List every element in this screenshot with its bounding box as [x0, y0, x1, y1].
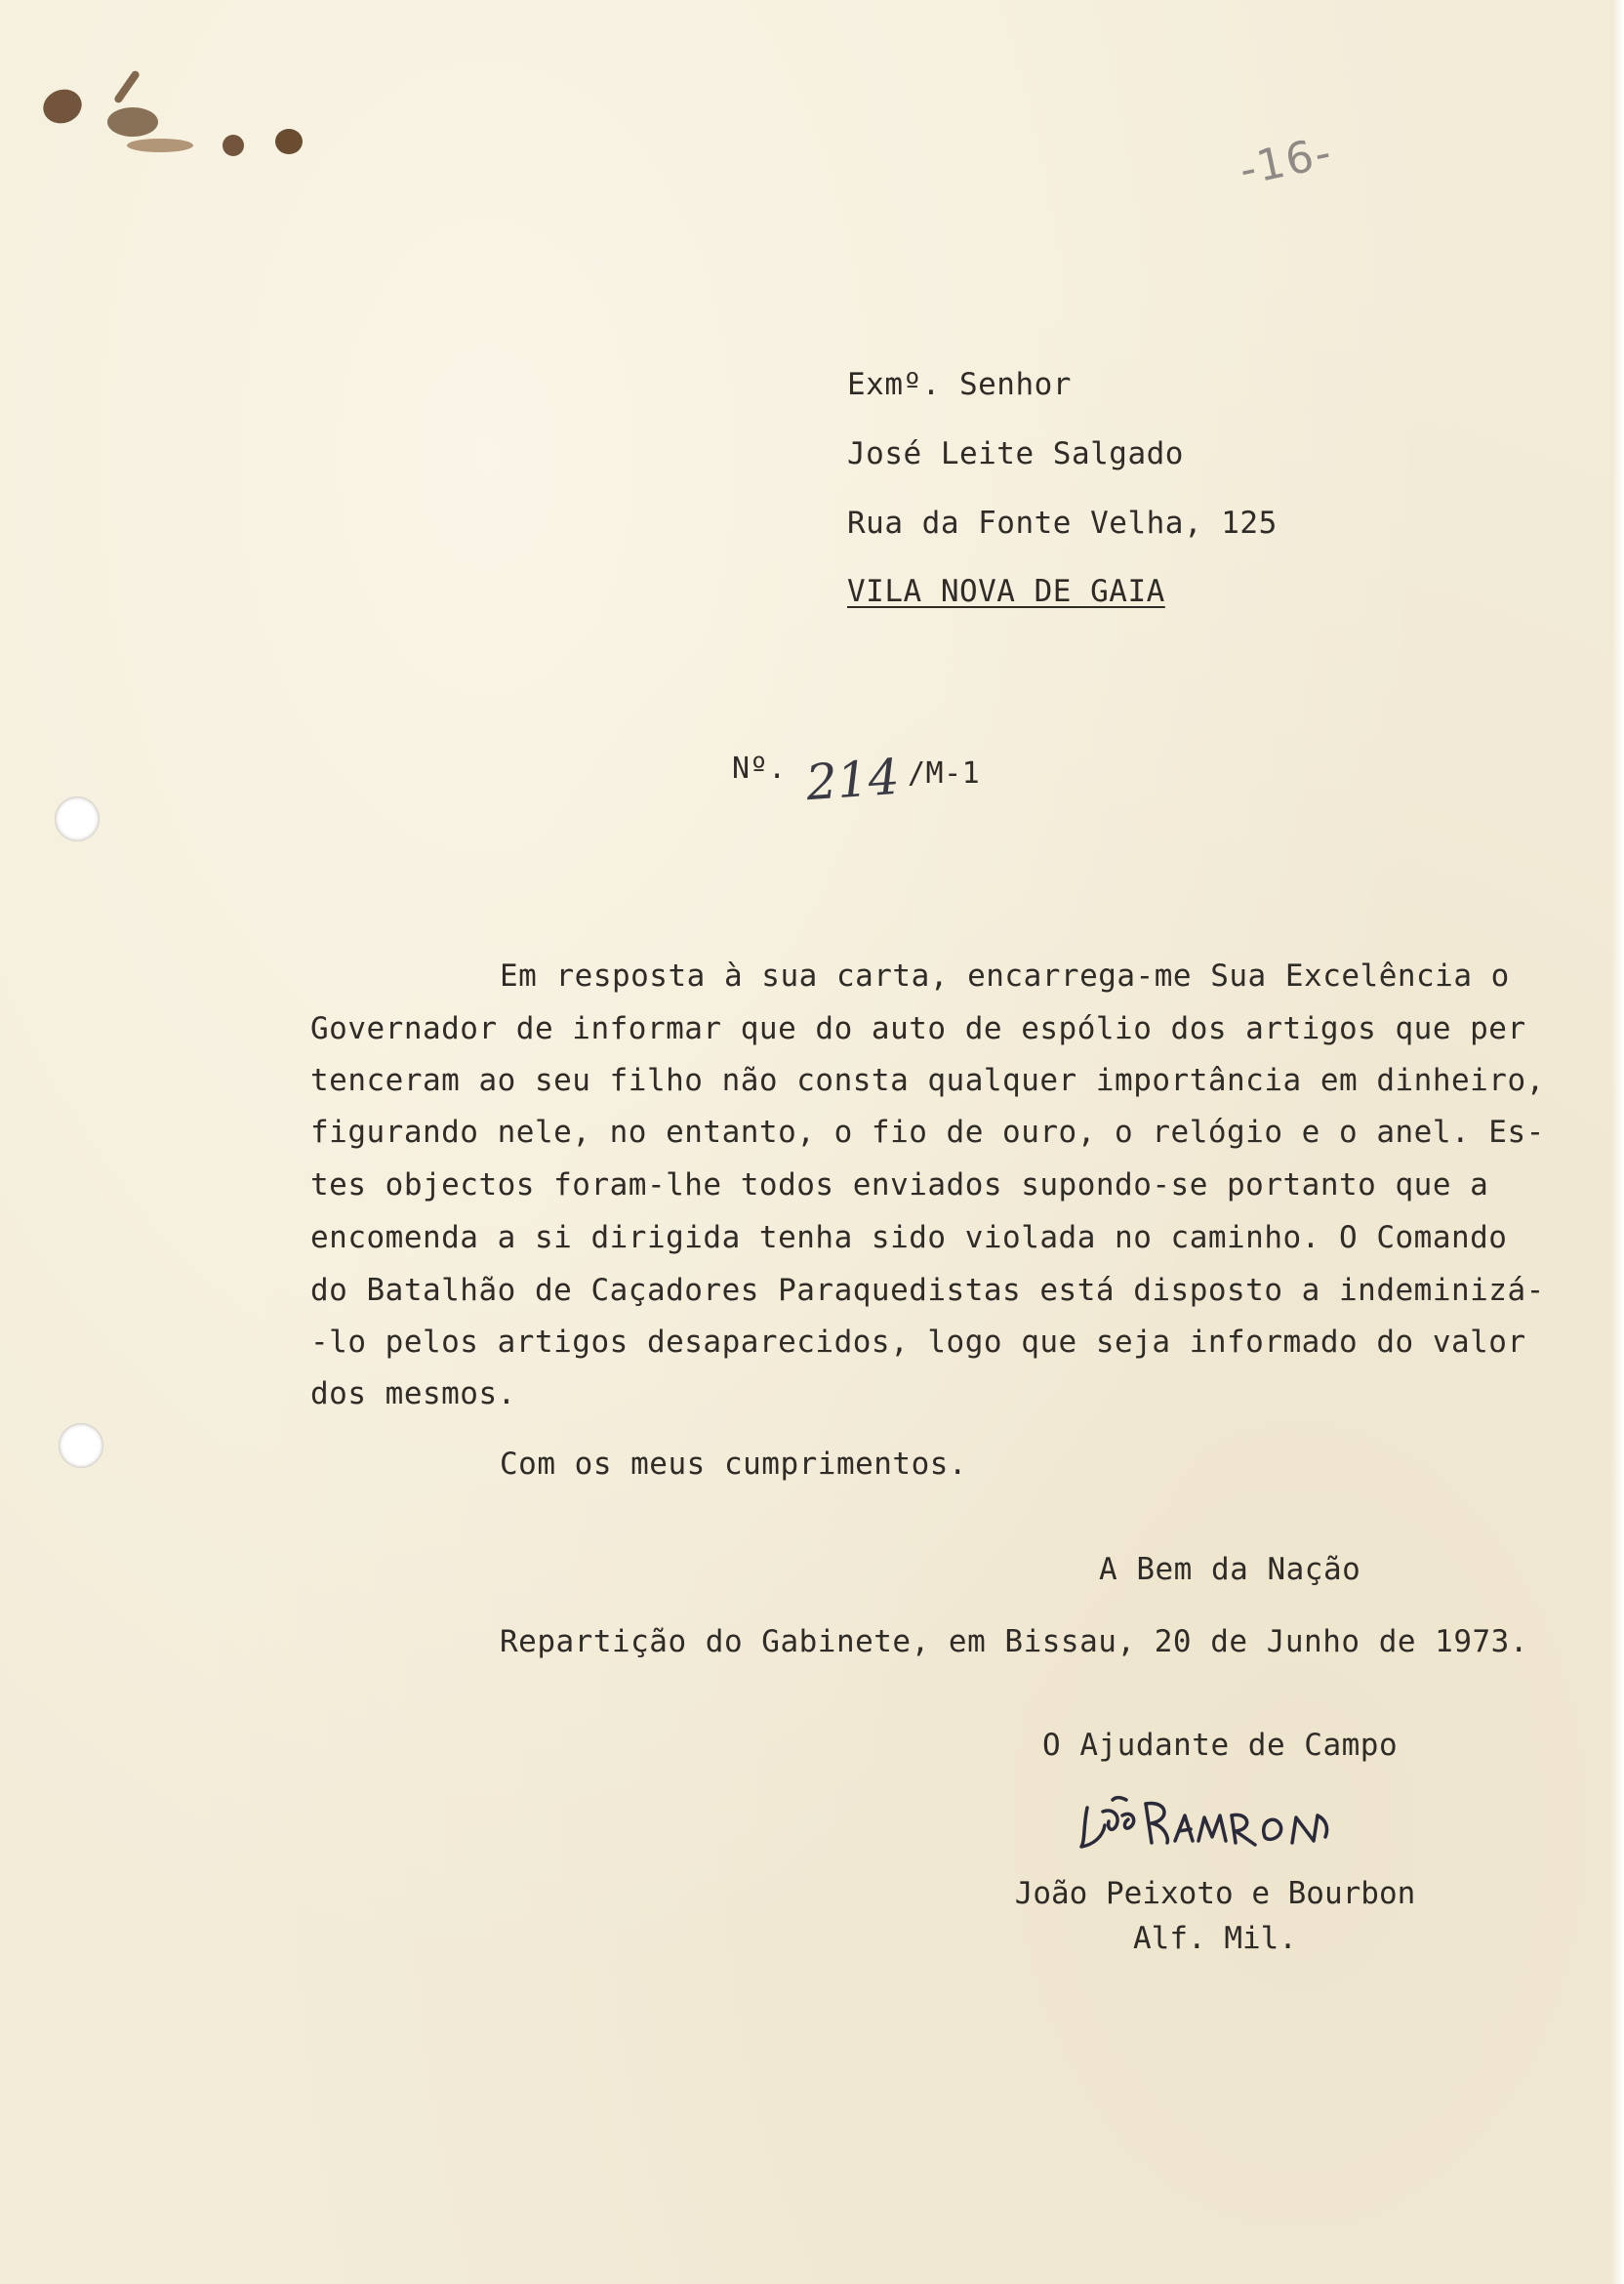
punch-hole-bottom: [59, 1423, 103, 1468]
closing-line: Com os meus cumprimentos.: [500, 1447, 968, 1482]
signatory-title: O Ajudante de Campo: [1042, 1728, 1399, 1763]
pencil-page-number: -16-: [1235, 127, 1338, 196]
body-line: dos mesmos.: [310, 1376, 516, 1411]
body-line: -lo pelos artigos desaparecidos, logo que seja informado do valor: [310, 1325, 1526, 1360]
body-line: do Batalhão de Caçadores Paraquedistas está disposto a indeminizá-: [310, 1273, 1545, 1308]
signatory-name: João Peixoto e Bourbon: [1014, 1876, 1416, 1911]
handwritten-signature: [1074, 1786, 1337, 1855]
body-line: tes objectos foram-lhe todos enviados supondo-se portanto que a: [310, 1167, 1489, 1203]
place-and-date: Repartição do Gabinete, em Bissau, 20 de Junho de 1973.: [500, 1624, 1528, 1659]
body-line: figurando nele, no entanto, o fio de ouro, o relógio e o anel. Es-: [310, 1115, 1545, 1150]
reference-label: Nº.: [732, 752, 787, 786]
punch-hole-top: [55, 796, 100, 841]
body-line: Em resposta à sua carta, encarrega-me Sua Excelência o: [500, 958, 1510, 994]
recipient-city: VILA NOVA DE GAIA: [847, 574, 1165, 609]
paper-edge: [1610, 0, 1624, 2284]
body-line: Governador de informar que do auto de espólio dos artigos que per: [310, 1011, 1526, 1046]
recipient-name: José Leite Salgado: [847, 436, 1184, 471]
reference-handwritten-number: 214: [804, 748, 902, 812]
body-line: tenceram ao seu filho não consta qualquer importância em dinheiro,: [310, 1063, 1545, 1098]
body-line: encomenda a si dirigida tenha sido violada no caminho. O Comando: [310, 1220, 1508, 1255]
signatory-rank: Alf. Mil.: [1133, 1921, 1297, 1956]
reference-suffix: /M-1: [908, 756, 981, 791]
motto: A Bem da Nação: [1099, 1552, 1361, 1587]
recipient-street: Rua da Fonte Velha, 125: [847, 506, 1278, 541]
salutation: Exmº. Senhor: [847, 367, 1072, 402]
